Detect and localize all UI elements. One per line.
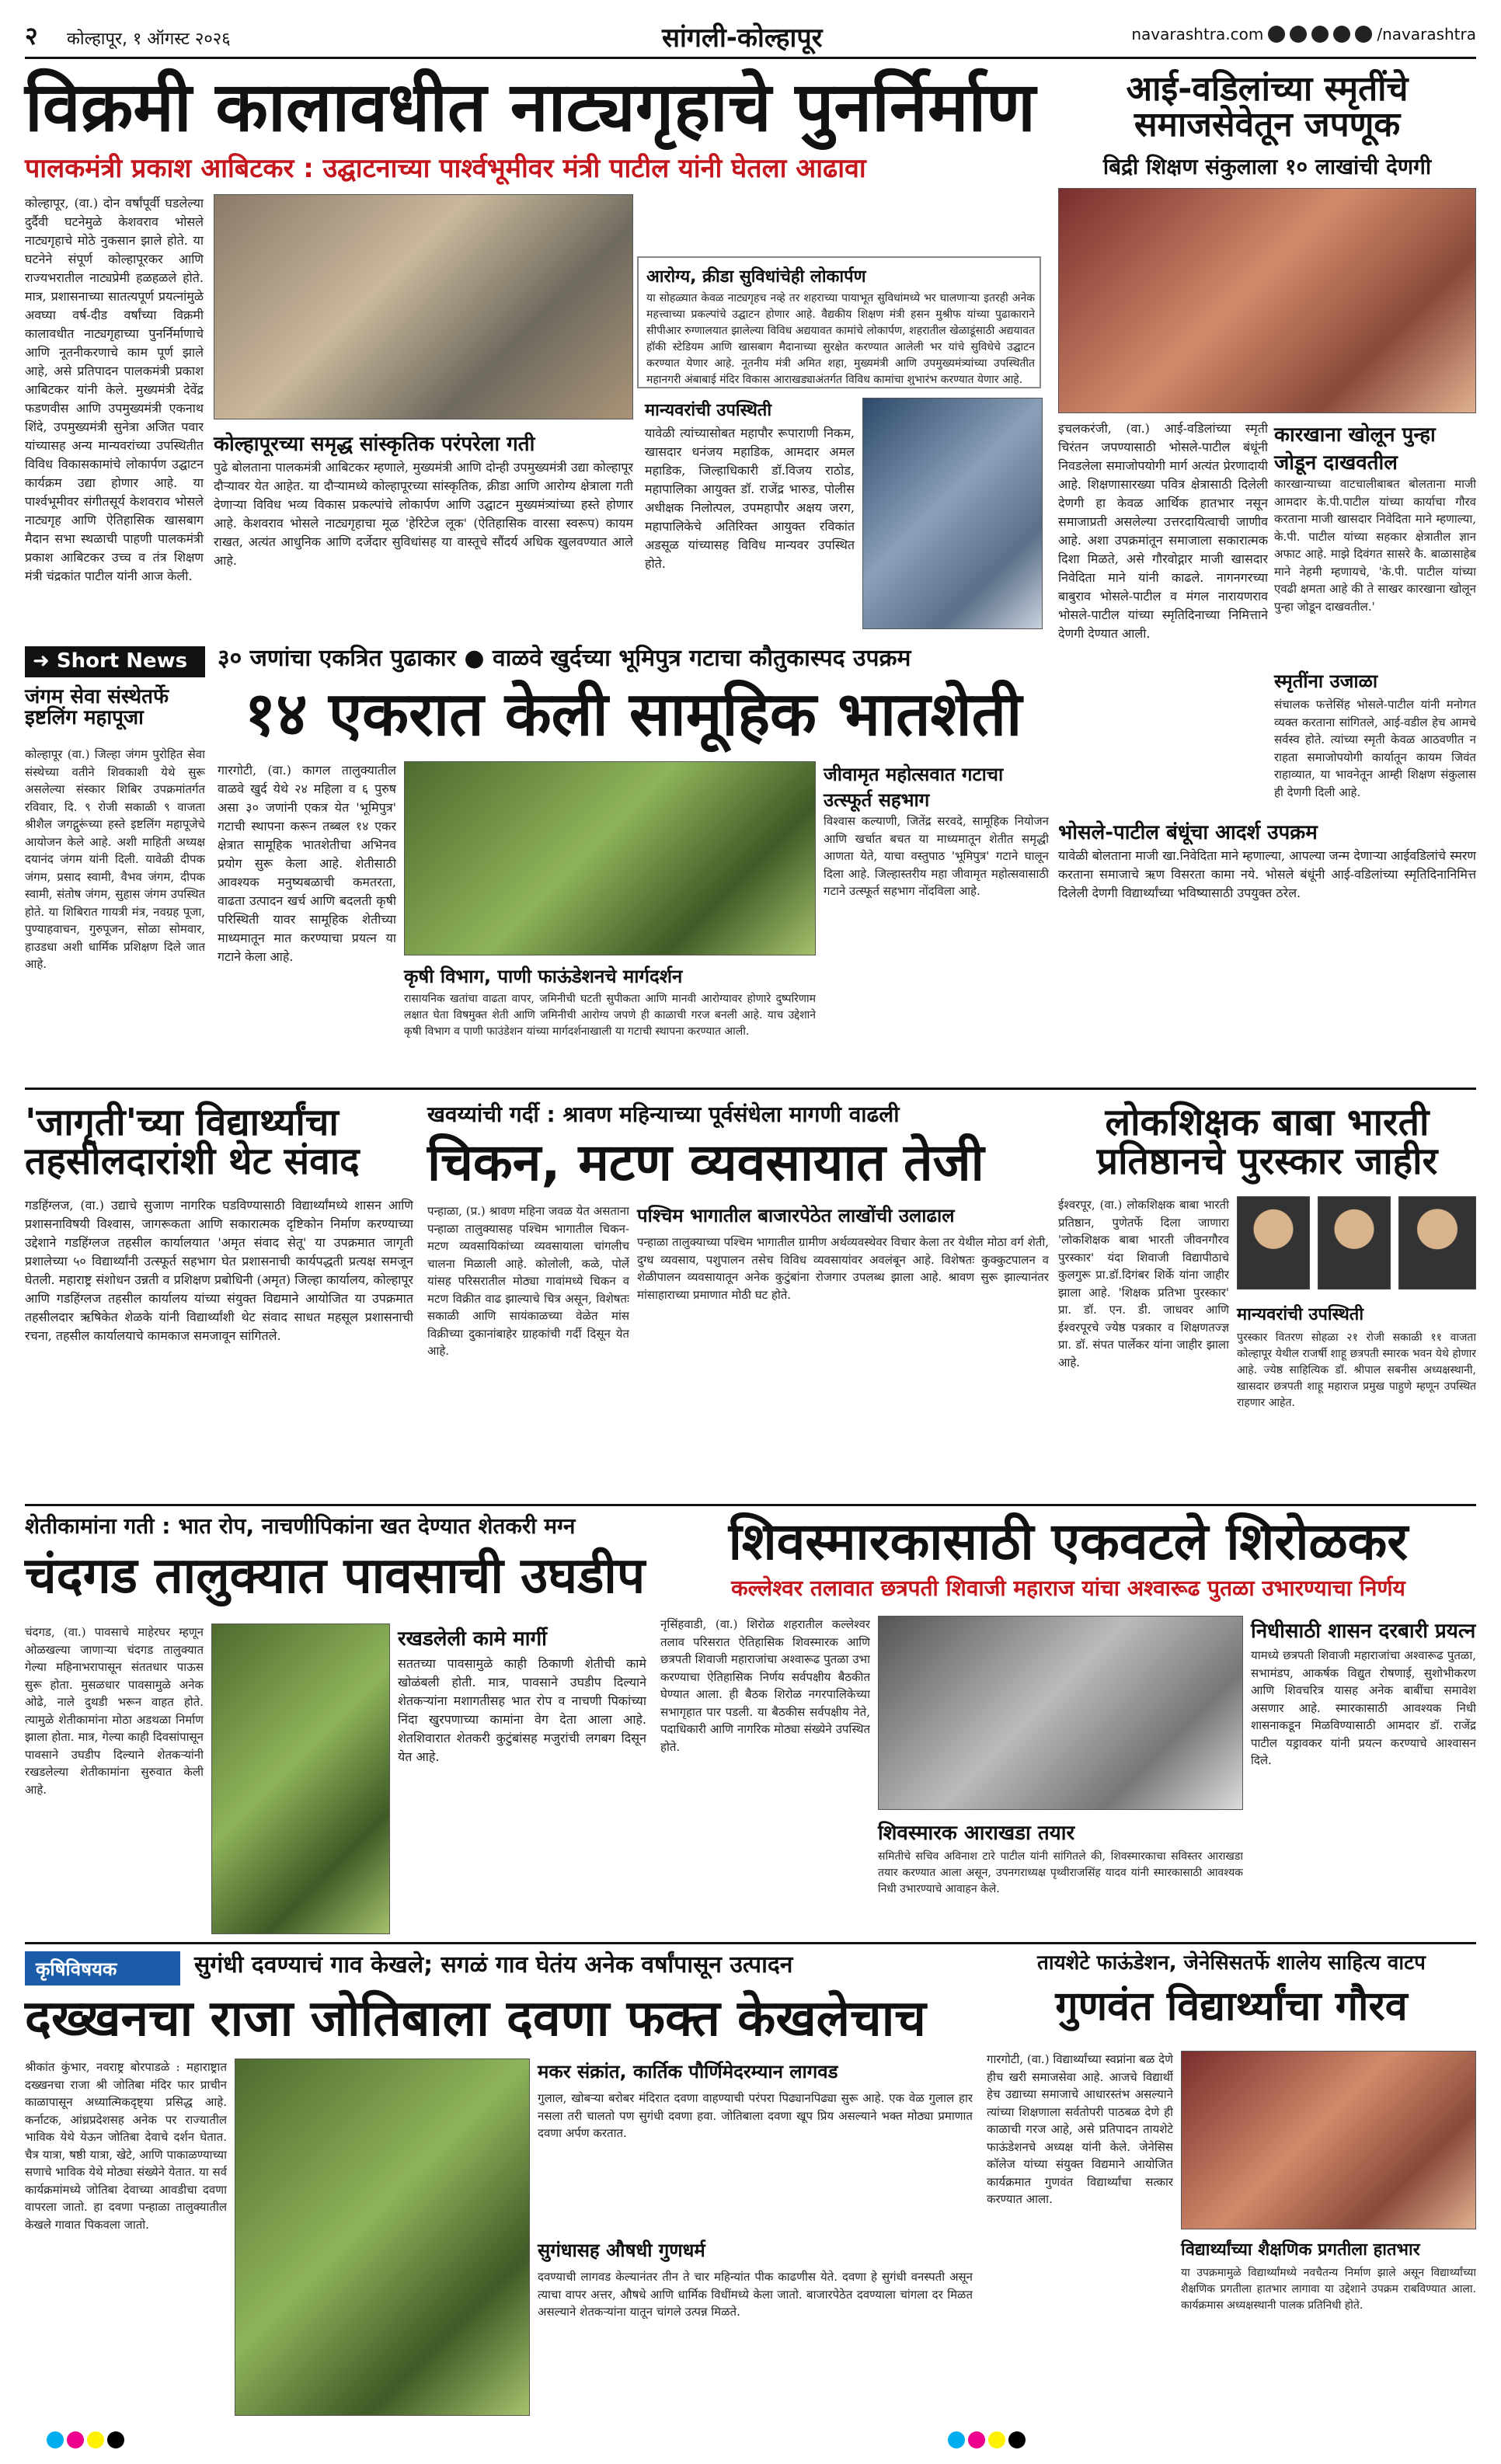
linkedin-icon[interactable] (1355, 26, 1372, 43)
story2-memory-title: स्मृतींना उजाळा (1274, 670, 1378, 692)
cyan-mark (47, 2431, 64, 2448)
agri-makar-title: मकर संक्रांत, कार्तिक पौर्णिमेदरम्यान लागवड (538, 2061, 838, 2083)
story3-mahotsav-title: जीवामृत महोत्सवात गटाचा उत्स्फूर्त सहभाग (824, 764, 1004, 811)
story2-brothers-body: यावेळी बोलताना माजी खा.निवेदिता माने म्हणाल्या, आपल्या जन्म देणाऱ्या आईवडिलांचे स्मरण करताना समाजाचे ऋण विसरता कामा नये. भोसले बंधूंनी आई-वडिलांच्या स्मृतिदिनानिमित्त दिलेली देणगी विद्यार्थ्यांच्या भविष्यासाठी उपयुक्त ठरेल. (1058, 848, 1476, 900)
registration-marks-left (47, 2431, 127, 2452)
story2-memory-body: संचालक फत्तेसिंह भोसले-पाटील यांनी मनोगत व्यक्त करताना सांगितले, आई-वडील हेच आमचे सर्वस्व होते. त्यांच्या स्मृती केवळ आठवणीत न राहता समाजोपयोगी कार्यातून कायम जिवंत राहाव्यात, या भावनेतून आम्ही शिक्षण संकुलास ही देणगी दिली आहे. (1274, 698, 1476, 799)
agri-photo (235, 2059, 530, 2416)
story4-headline: 'जागृती'च्या विद्यार्थ्यांचा तहसीलदारांशी थेट संवाद (25, 1101, 360, 1184)
story7-photo (211, 1624, 390, 1934)
story1-health-body: या सोहळ्यात केवळ नाट्यगृहच नव्हे तर शहराच्या पायाभूत सुविधांमध्ये भर घालणाऱ्या इतरही अनेक महत्त्वाच्या प्रकल्पांचे उद्घाटन होणार आहे. वैद्यकीय शिक्षण मंत्री हसन मुश्रीफ यांच्या पुढाकाराने सीपीआर रुग्णालयात झालेल्या विविध अद्ययावत कामांचे लोकार्पण, शहरातील खेळाडूंसाठी अद्ययावत हॉकी स्टेडियम आणि खासबाग मैदानाच्या सुरक्षेत करण्यात आलेली भर यांचे सुविधेचे उद्घाटन करण्यात येणार आहे. नूतनीय मंत्री अमित शहा, मुख्यमंत्री आणि उपमुख्यमंत्र्यांच्या उपस्थितीत महानगरी अंबाबाई मंदिर विकास आराखड्याअंतर्गत विविध कामांचा शुभारंभ करण्यात येणार आहे. (646, 292, 1035, 385)
masthead-strip (25, 14, 1476, 59)
registration-marks-center (948, 2431, 1029, 2452)
black-mark (1008, 2431, 1026, 2448)
story1-guests-body: यावेळी त्यांच्यासोबत महापौर रूपाराणी निकम, खासदार धनंजय महाडिक, आमदार अमल महाडिक, जिल्हाधिकारी डॉ.विजय राठोड, महापालिका आयुक्त डॉ. राजेंद्र भारुड, पोलीस अधीक्षक निलोत्पल, उपमहापौर अक्षय जरग, महापालिकेचे अतिरिक्त आयुक्त रविकांत अडसूळ यांच्यासह विविध मान्यवर उपस्थित होते. (645, 426, 855, 571)
story1-subhead: पालकमंत्री प्रकाश आबिटकर : उद्घाटनाच्या पार्श्वभूमीवर मंत्री पाटील यांनी घेतला आढावा (25, 153, 866, 184)
story3-headline: १४ एकरात केली सामूहिक भातशेती (244, 680, 1022, 750)
story9-kicker: तायशेटे फाऊंडेशन, जेनेसिसतर्फे शालेय साहित्य वाटप (1037, 1951, 1426, 1975)
story8-fund-title: निधीसाठी शासन दरबारी प्रयत्न (1251, 1620, 1476, 1643)
awardee-photo-1 (1237, 1196, 1310, 1289)
story3-body: गारगोटी, (वा.) कागल तालुक्यातील वाळवे खुर्द येथे २४ महिला व ६ पुरुष असा ३० जणांनी एकत्र येत 'भूमिपुत्र' गटाची स्थापना करून तब्बल १४ एकर क्षेत्रात सामूहिक भातशेतीचा अभिनव प्रयोग सुरू केला आहे. शेतीसाठी आवश्यक मनुष्यबळाची कमतरता, वाढता उत्पादन खर्च आणि बदलती कृषी परिस्थिती यावर सामूहिक शेतीच्या माध्यमातून मात करण्याचा प्रयत्न या गटाने केला आहे. (218, 763, 396, 964)
story8-photo (878, 1616, 1243, 1810)
facebook-icon[interactable] (1268, 26, 1285, 43)
story1-headline: विक्रमी कालावधीत नाट्यगृहाचे पुनर्निर्माण (25, 67, 1036, 147)
story2-factory-body: कारखान्याच्या वाटचालीबाबत बोलताना माजी आमदार के.पी.पाटील यांच्या कार्याचा गौरव करताना माजी खासदार निवेदिता माने म्हणाल्या, के.पी. पाटील यांच्या सहकार क्षेत्रातील ज्ञान अफाट आहे. माझे दिवंगत सासरे कै. बाळासाहेब माने नेहमी म्हणायचे, 'के.पी. पाटील यांच्या एवढी क्षमता आहे की ते साखर कारखाना खोलून पुन्हा जोडून दाखवतील.' (1274, 477, 1476, 614)
story5-body1: पन्हाळा, (प्र.) श्रावण महिना जवळ येत असताना पन्हाळा तालुक्यासह पश्चिम भागातील चिकन-मटण व्यवसायिकांच्या व्यवसायाला चांगलीच चालना मिळाली आहे. कोलोली, कळे, पोर्ले यांसह परिसरातील मोठ्या गावांमध्ये चिकन व मटण विक्रीत वाढ झाल्याचे चित्र असून, विशेषतः सकाळी आणि सायंकाळच्या वेळेत मांस विक्रीच्या दुकानांबाहेर ग्राहकांची गर्दी दिसून येत आहे. (427, 1204, 629, 1358)
story9-body: गारगोटी, (वा.) विद्यार्थ्यांच्या स्वप्नांना बळ देणे हीच खरी समाजसेवा आहे. आजचे विद्यार्थी हेच उद्याच्या समाजाचे आधारस्तंभ असल्याने त्यांच्या शिक्षणाला सर्वतोपरी पाठबळ देणे ही काळाची गरज आहे, असे प्रतिपादन तायशेटे फाऊंडेशनचे अध्यक्ष यांनी केले. जेनेसिस कॉलेज यांच्या संयुक्त विद्यमाने आयोजित कार्यक्रमात गुणवंत विद्यार्थ्यांचा सत्कार करण्यात आला. (987, 2052, 1173, 2206)
story4-body: गडहिंग्लज, (वा.) उद्याचे सुजाण नागरिक घडविण्यासाठी विद्यार्थ्यांमध्ये शासन आणि प्रशासनाविषयी विश्वास, जागरूकता आणि सकारात्मक दृष्टिकोन निर्माण करण्याच्या उद्देशाने गडहिंग्लज तहसील कार्यालयात 'अमृत संवाद सेतू' या उपक्रमात जागृती प्रशालेच्या ५० विद्यार्थ्यांनी उत्स्फूर्त सहभाग घेत प्रशासनाची कार्यपद्धती प्रत्यक्ष समजून घेतली. महाराष्ट्र संशोधन उन्नती व प्रशिक्षण प्रबोधिनी (अमृत) जिल्हा कार्यालय, कोल्हापूर आणि गडहिंग्लज तहसील कार्यालय यांच्या संयुक्त विद्यमाने आयोजित या उपक्रमात तहसीलदार ऋषिकेत शेळके यांनी विद्यार्थ्यांशी थेट संवाद साधत महसूल प्रशासनाची रचना, तहसील कार्यालयाचे कामकाज समजावून सांगितले. (25, 1198, 413, 1343)
youtube-icon[interactable] (1333, 26, 1350, 43)
story5-body2: पन्हाळा तालुक्याच्या पश्चिम भागातील ग्रामीण अर्थव्यवस्थेवर विचार केला तर येथील मोठा वर्ग शेती, दुग्ध व्यवसाय, पशुपालन तसेच विविध व्यवसायांवर अवलंबून आहे. विशेषतः कुक्कुटपालन व शेळीपालन व्यवसायातून अनेक कुटुंबांना रोजगार उपलब्ध झाला आहे. श्रावण सुरू झाल्यानंतर मांसाहाराच्या प्रमाणात मोठी घट होते. (637, 1235, 1049, 1302)
story1-guests-photo (862, 398, 1043, 629)
story6-headline: लोकशिक्षक बाबा भारती प्रतिष्ठानचे पुरस्कार जाहीर (1096, 1101, 1438, 1184)
agri-aushadhi-body: दवण्याची लागवड केल्यानंतर तीन ते चार महिन्यांत पीक काढणीस येते. दवणा हे सुगंधी वनस्पती असून त्याचा वापर अत्तर, औषधे आणि धार्मिक विधींमध्ये केला जातो. बाजारपेठेत दवण्याला चांगला दर मिळत असल्याने शेतकऱ्यांना यातून चांगले उत्पन्न मिळते. (538, 2270, 973, 2319)
divider-3 (25, 1942, 1476, 1944)
story1-caption: कोल्हापूरच्या समृद्ध सांस्कृतिक परंपरेला गती (214, 433, 535, 456)
awardee-photo-2 (1318, 1196, 1391, 1289)
story1-health-box (637, 256, 1041, 388)
story8-plan-title: शिवस्मारक आराखडा तयार (878, 1822, 1075, 1845)
magenta-mark (968, 2431, 985, 2448)
story6-guests-title: मान्यवरांची उपस्थिती (1237, 1305, 1364, 1324)
agri-tag: कृषिविषयक (25, 1951, 180, 1985)
site-url[interactable]: navarashtra.com (1131, 25, 1264, 44)
magenta-mark (67, 2431, 84, 2448)
short-news-body: कोल्हापूर (वा.) जिल्हा जंगम पुरोहित सेवा संस्थेच्या वतीने शिवकाशी येथे सुरू असलेल्या संस्कार शिबिर उपक्रमांतर्गत रविवार, दि. ९ रोजी सकाळी ९ वाजता श्रीशैल जगद्गुरूंच्या हस्ते इष्टलिंग महापूजेचे आयोजन केले आहे. अशी माहिती अध्यक्ष दयानंद जंगम यांनी दिली. यावेळी दीपक जंगम, प्रसाद स्वामी, वैभव जंगम, दीपक स्वामी, संतोष जंगम, सुहास जंगम उपस्थित होते. या शिबिरात गायत्री मंत्र, नवग्रह पूजा, पुण्याहवाचन, गुरुपूजन, सोळा सोमवार, हाउडधा अशी धार्मिक प्रशिक्षण दिले जात आहे. (25, 747, 205, 971)
story7-kicker: शेतीकामांना गती : भात रोप, नाचणीपिकांना खत देण्यात शेतकरी मग्न (25, 1513, 576, 1539)
story3-photo (404, 761, 816, 955)
story8-subhead: कल्लेश्वर तलावात छत्रपती शिवाजी महाराज यांचा अश्वारूढ पुतळा उभारण्याचा निर्णय (731, 1575, 1405, 1601)
story3-guide-body: रासायनिक खतांचा वाढता वापर, जमिनीची घटती सुपीकता आणि मानवी आरोग्यावर होणारे दुष्परिणाम लक्षात घेता विषमुक्त शेती आणि जमिनीची आरोग्य जपणे ही काळाची गरज बनली आहे. याच उद्देशाने कृषी विभाग व पाणी फाउंडेशन यांच्या मार्गदर्शनाखाली या गटाची स्थापना करण्यात आली. (404, 993, 816, 1038)
awardee-photo-3 (1398, 1196, 1476, 1289)
story2-body: इचलकरंजी, (वा.) आई-वडिलांच्या स्मृती चिरंतन जपण्यासाठी भोसले-पाटील बंधूंनी निवडलेला समाजोपयोगी मार्ग अत्यंत प्रेरणादायी आहे. शिक्षणासारख्या पवित्र क्षेत्रासाठी दिलेली देणगी हा केवळ आर्थिक हातभार नसून समाजाप्रती असलेल्या उत्तरदायित्वाची जाणीव आहे. अशा उपक्रमांतून समाजाला सकारात्मक दिशा मिळते, असे गौरवोद्गार माजी खासदार निवेदिता माने यांनी काढले. नागनगरच्या बाबुराव भोसले-पाटील व मंगल नारायणराव भोसले-पाटील यांच्या स्मृतिदिनाच्या निमित्ताने देणगी देण्यात आली. (1058, 421, 1268, 641)
agri-headline: दख्खनचा राजा जोतिबाला दवणा फक्त केखलेचाच (25, 1990, 926, 2048)
divider-2 (25, 1504, 1476, 1506)
story1-body: कोल्हापूर, (वा.) दोन वर्षांपूर्वी घडलेल्या दुर्दैवी घटनेमुळे केशवराव भोसले नाट्यगृहाचे मोठे नुकसान झाले होते. या घटनेने संपूर्ण कोल्हापूरकर आणि राज्यभरातील नाट्यप्रेमी हळहळले होते. मात्र, प्रशासनाच्या सातत्यपूर्ण प्रयत्नांमुळे अवघ्या वर्ष-दीड वर्षांच्या विक्रमी कालावधीत नाट्यगृहाच्या पुनर्निर्माणाचे आणि नूतनीकरणाचे काम पूर्ण झाले आहे, असे प्रतिपादन पालकमंत्री प्रकाश आबिटकर यांनी केले. मुख्यमंत्री देवेंद्र फडणवीस आणि उपमुख्यमंत्री एकनाथ शिंदे, उपमुख्यमंत्री सुनेत्रा अजित पवार यांच्यासह अन्य मान्यवरांच्या उपस्थितीत विविध विकासकामांचे लोकार्पण उद्घाटन कार्यक्रम उद्या होणार आहे. या पार्श्वभूमीवर संगीतसूर्य केशवराव भोसले नाट्यगृह आणि ऐतिहासिक खासबाग मैदान सभा स्थळाची पाहणी पालकमंत्री प्रकाश आबिटकर उच्च व तंत्र शिक्षण मंत्री चंद्रकांत पाटील यांनी आज केली. (25, 196, 204, 583)
story7-sub-body: सततच्या पावसामुळे काही ठिकाणी शेतीची कामे खोळंबली होती. मात्र, पावसाने उघडीप दिल्याने शेतकऱ्यांना मशागतीसह भात रोप व नाचणी पिकांच्या निंदा खुरपणाच्या कामांना वेग देता आला आहे. शेतशिवारात शेतकरी कुटुंबांसह मजुरांची लगबग दिसून येत आहे. (398, 1656, 646, 1764)
story2-factory-title: कारखाना खोलून पुन्हा जोडून दाखवतील (1274, 423, 1436, 475)
agri-body: श्रीकांत कुंभार, नवराष्ट्र बोरपाडळे : महाराष्ट्रात दख्खनचा राजा श्री जोतिबा मंदिर फार प्राचीन काळापासून अध्यात्मिकदृष्ट्या प्रसिद्ध आहे. कर्नाटक, आंध्रप्रदेशसह अनेक पर राज्यातील भाविक येथे येऊन जोतिबा देवाचे दर्शन घेतात. चैत्र यात्रा, षष्ठी यात्रा, खेटे, आणि पाकाळण्याच्या सणाचे भाविक येथे मोठ्या संख्येने येतात. या सर्व कार्यक्रमांमध्ये जोतिबा देवाच्या आवडीचा दवणा वापरला जातो. हा दवणा पन्हाळा तालुक्यातील केखले गावात पिकवला जातो. (25, 2060, 227, 2232)
story9-headline: गुणवंत विद्यार्थ्यांचा गौरव (1055, 1983, 1408, 2030)
agri-kicker: सुगंधी दवण्याचं गाव केखले; सगळं गाव घेतंय अनेक वर्षांपासून उत्पादन (194, 1951, 793, 1979)
story2-photo (1058, 188, 1476, 413)
page-date: कोल्हापूर, १ ऑगस्ट २०२६ (67, 30, 231, 49)
story2-headline: आई-वडिलांच्या स्मृतींचे समाजसेवेतून जपणूक (1126, 69, 1409, 145)
yellow-mark (87, 2431, 104, 2448)
story5-kicker: खवय्यांची गर्दी : श्रावण महिन्याच्या पूर्वसंधेला मागणी वाढली (427, 1101, 900, 1127)
divider-1 (25, 1088, 1476, 1090)
story5-headline: चिकन, मटण व्यवसायात तेजी (427, 1133, 984, 1192)
story9-hatbhar-body: या उपक्रमामुळे विद्यार्थ्यांमध्ये नवचैतन्य निर्माण झाले असून विद्यार्थ्यांच्या शैक्षणिक प्रगतीला हातभार लागावा या उद्देशाने उपक्रम राबविण्यात आला. कार्यक्रमास अध्यक्षस्थानी पालक प्रतिनिधी होते. (1181, 2267, 1476, 2312)
story7-headline: चंदगड तालुक्यात पावसाची उघडीप (25, 1547, 646, 1605)
story6-body: ईश्वरपूर, (वा.) लोकशिक्षक बाबा भारती प्रतिष्ठान, पुणेतर्फे दिला जाणारा 'लोकशिक्षक बाबा भारती जीवनगौरव पुरस्कार' यंदा शिवाजी विद्यापीठाचे कुलगुरू प्रा.डॉ.दिगंबर शिर्के यांना जाहीर झाला आहे. 'शिक्षक प्रतिभा पुरस्कार' प्रा. डॉ. एन. डी. जाधवर आणि ईश्वरपूरचे ज्येष्ठ पत्रकार व शिक्षणतज्ज्ञ प्रा. डॉ. संपत पार्लेकर यांना जाहीर झाला आहे. (1058, 1198, 1229, 1369)
edition-title: सांगली-कोल्हापूर (662, 23, 823, 54)
social-handle[interactable]: /navarashtra (1377, 25, 1476, 44)
short-news-text: Short News (56, 649, 188, 673)
cyan-mark (948, 2431, 965, 2448)
twitter-icon[interactable] (1290, 26, 1307, 43)
story9-photo (1181, 2051, 1476, 2229)
page-number: २ (25, 21, 38, 50)
story1-photo (214, 194, 633, 419)
story3-mahotsav-body: विश्वास कल्याणी, जितेंद्र सरवदे, सामूहिक नियोजन आणि खर्चात बचत या माध्यमातून शेतीत समृद्धी आणता येते, याचा वस्तुपाठ 'भूमिपुत्र' गटाने घालून दिला आहे. जिल्हास्तरीय महा जीवामृत महोत्सवासाठी गटाने उत्स्फूर्त सहभाग नोंदविला आहे. (824, 814, 1049, 898)
short-news-title: जंगम सेवा संस्थेतर्फे इष्टलिंग महापूजा (25, 685, 169, 730)
story8-fund-body: यामध्ये छत्रपती शिवाजी महाराजांचा अश्वारूढ पुतळा, सभामंडप, आकर्षक विद्युत रोषणाई, सुशोभीकरण आणि शिवचरित्र यासह अनेक बाबींचा समावेश असणार आहे. स्मारकासाठी आवश्यक निधी शासनाकडून मिळविण्यासाठी आमदार डॉ. राजेंद्र पाटील यड्रावकर यांनी प्रयत्न करण्याचे आश्वासन दिले. (1251, 1648, 1476, 1767)
instagram-icon[interactable] (1311, 26, 1329, 43)
yellow-mark (988, 2431, 1005, 2448)
short-news-arrow-icon: ➜ (33, 649, 57, 673)
agri-makar-body: गुलाल, खोबऱ्या बरोबर मंदिरात दवणा वाहण्याची परंपरा पिढ्यानपिढ्या सुरू आहे. एक वेळ गुलाल हार नसला तरी चालतो पण सुगंधी दवणा हवा. जोतिबाला दवणा खूप प्रिय असल्याने भक्त मोठ्या प्रमाणात दवणा अर्पण करतात. (538, 2091, 973, 2140)
story1-guests-title: मान्यवरांची उपस्थिती (645, 401, 772, 420)
story8-body: नृसिंहवाडी, (वा.) शिरोळ शहरातील कल्लेश्वर तलाव परिसरात ऐतिहासिक शिवस्मारक आणि छत्रपती शिवाजी महाराजांचा अश्वारूढ पुतळा उभा करण्याचा ऐतिहासिक निर्णय सर्वपक्षीय बैठकीत घेण्यात आला. ही बैठक शिरोळ नगरपालिकेच्या सभागृहात पार पडली. या बैठकीस सर्वपक्षीय नेते, पदाधिकारी आणि नागरिक मोठ्या संख्येने उपस्थित होते. (660, 1617, 870, 1754)
story1-health-title: आरोग्य, क्रीडा सुविधांचेही लोकार्पण (646, 267, 866, 287)
story5-sub: पश्चिम भागातील बाजारपेठेत लाखोंची उलाढाल (637, 1205, 955, 1227)
black-mark (107, 2431, 124, 2448)
story9-hatbhar-title: विद्यार्थ्यांच्या शैक्षणिक प्रगतीला हातभार (1181, 2240, 1420, 2260)
story8-plan-body: समितीचे सचिव अविनाश टारे पाटील यांनी सांगितले की, शिवस्मारकाचा सविस्तर आराखडा तयार करण्यात आला असून, उपनगराध्यक्ष पृथ्वीराजसिंह यादव यांनी स्मारकासाठी आवश्यक निधी उभारण्याचे आवाहन केले. (878, 1850, 1243, 1895)
story2-subhead: बिद्री शिक्षण संकुलाला १० लाखांची देणगी (1102, 154, 1432, 179)
story1-caption-body: पुढे बोलताना पालकमंत्री आबिटकर म्हणाले, मुख्यमंत्री आणि दोन्ही उपमुख्यमंत्री उद्या कोल्हापूर दौऱ्यावर येत आहेत. या दौऱ्यामध्ये कोल्हापूरच्या सांस्कृतिक, क्रीडा आणि आरोग्य क्षेत्राला गती देणाऱ्या विविध भव्य विकास प्रकल्पांचे लोकार्पण आणि उद्घाटन मुख्यमंत्र्यांच्या हस्ते होणार आहे. केशवराव भोसले नाट्यगृहाचा मूळ 'हेरिटेज लूक' (ऐतिहासिक वारसा स्वरूप) कायम राखत, अत्यंत आधुनिक आणि दर्जेदार सुविधांसह या वास्तूचे सौंदर्य अधिक खुलवण्यात आले आहे. (214, 460, 633, 568)
story7-sub-title: रखडलेली कामे मार्गी (398, 1627, 547, 1651)
story6-guests-body: पुरस्कार वितरण सोहळा २१ रोजी सकाळी ११ वाजता कोल्हापूर येथील राजर्षी शाहू छत्रपती स्मारक भवन येथे होणार आहे. ज्येष्ठ साहित्यिक डॉ. श्रीपाल सबनीस अध्यक्षस्थानी, खासदार छत्रपती शाहू महाराज प्रमुख पाहुणे म्हणून उपस्थित राहणार आहेत. (1237, 1331, 1476, 1409)
short-news-label (25, 646, 205, 677)
story7-body: चंदगड, (वा.) पावसाचे माहेरघर म्हणून ओळखल्या जाणाऱ्या चंदगड तालुक्यात गेल्या महिनाभरापासून संततधार पाऊस सुरू होता. मुसळधार पावसामुळे अनेक ओढे, नाले दुथडी भरून वाहत होते. त्यामुळे शेतीकामांना मोठा अडथळा निर्माण झाला होता. मात्र, गेल्या काही दिवसांपासून पावसाने उघडीप दिल्याने शेतकऱ्यांनी रखडलेल्या शेतीकामांना सुरुवात केली आहे. (25, 1625, 204, 1797)
story2-brothers-title: भोसले-पाटील बंधूंचा आदर्श उपक्रम (1058, 821, 1318, 844)
story8-headline: शिवस्मारकासाठी एकवटले शिरोळकर (728, 1512, 1409, 1571)
site-links (1131, 25, 1476, 44)
agri-aushadhi-title: सुगंधासह औषधी गुणधर्म (538, 2240, 705, 2261)
story3-guide-title: कृषी विभाग, पाणी फाऊंडेशनचे मार्गदर्शन (404, 966, 683, 987)
story3-kicker: ३० जणांचा एकत्रित पुढाकार ● वाळवे खुर्दच्या भूमिपुत्र गटाचा कौतुकास्पद उपक्रम (218, 645, 911, 672)
